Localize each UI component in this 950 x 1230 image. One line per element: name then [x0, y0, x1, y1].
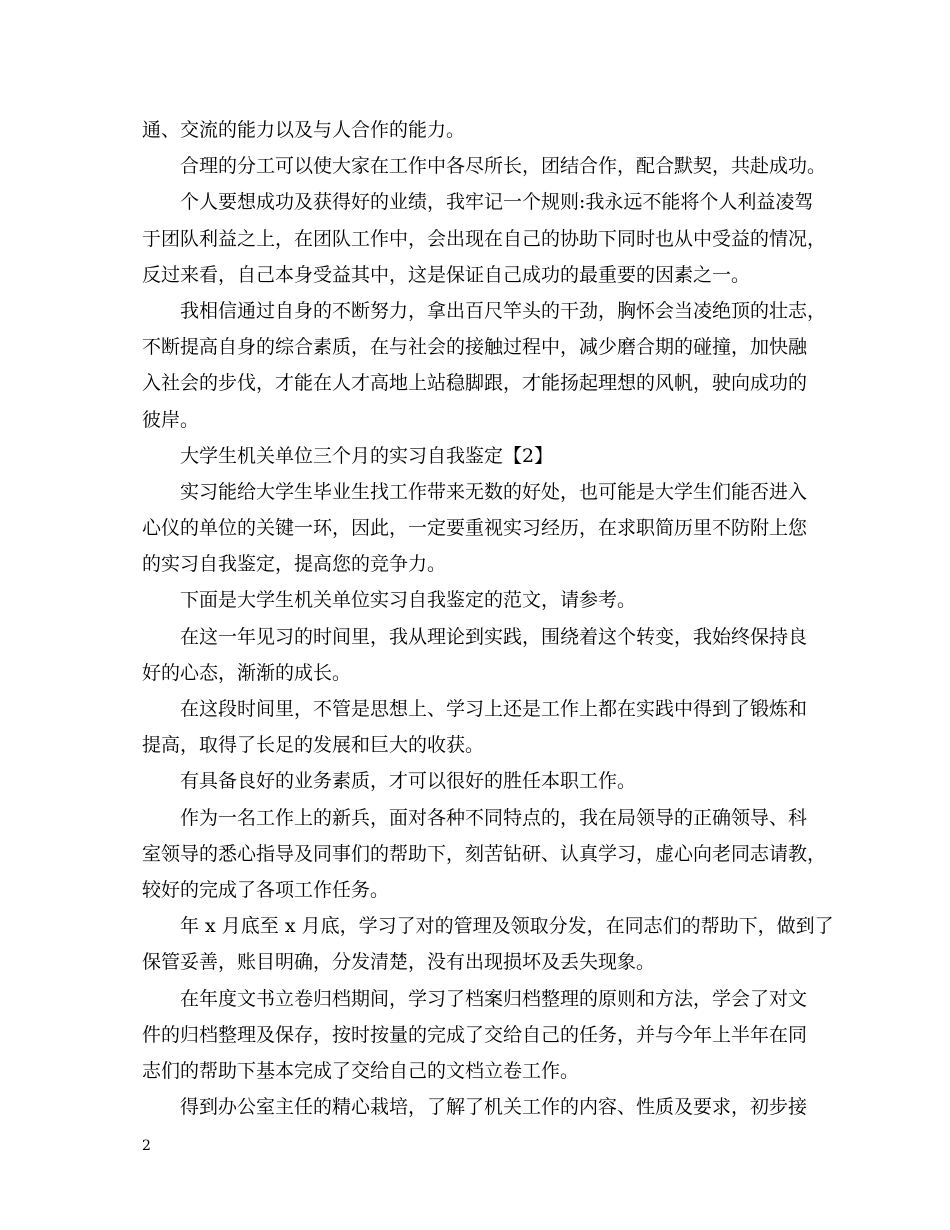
text-line: 室领导的悉心指导及同事们的帮助下，刻苦钻研、认真学习，虚心向老同志请教， [142, 842, 827, 865]
text-line: 反过来看，自己本身受益其中，这是保证自己成功的最重要的因素之一。 [142, 263, 751, 286]
text-line: 在年度文书立卷归档期间，学习了档案归档整理的原则和方法，学会了对文 [180, 987, 808, 1010]
text-line: 大学生机关单位三个月的实习自我鉴定【2】 [180, 444, 554, 467]
text-line: 在这段时间里，不管是思想上、学习上还是工作上都在实践中得到了锻炼和 [180, 698, 808, 720]
text-line: 件的归档整理及保存，按时按量的完成了交给自己的任务，并与今年上半年在同 [142, 1023, 808, 1046]
document-body [142, 112, 834, 1125]
text-line: 实习能给大学生毕业生找工作带来无数的好处，也可能是大学生们能否进入 [180, 480, 808, 503]
text-line: 提高，取得了长足的发展和巨大的收获。 [142, 734, 485, 757]
text-line: 好的心态，渐渐的成长。 [142, 661, 352, 684]
text-line: 有具备良好的业务素质，才可以很好的胜任本职工作。 [180, 770, 637, 793]
text-line: 志们的帮助下基本完成了交给自己的文档立卷工作。 [142, 1059, 580, 1082]
text-line: 下面是大学生机关单位实习自我鉴定的范文，请参考。 [180, 589, 637, 612]
text-line: 的实习自我鉴定，提高您的竞争力。 [142, 553, 447, 576]
text-line: 合理的分工可以使大家在工作中各尽所长，团结合作，配合默契，共赴成功。 [180, 155, 827, 178]
text-line: 入社会的步伐，才能在人才高地上站稳脚跟，才能扬起理想的风帆，驶向成功的 [142, 372, 808, 395]
text-line: 彼岸。 [142, 408, 200, 431]
text-line: 不断提高自身的综合素质，在与社会的接触过程中，减少磨合期的碰撞，加快融 [142, 336, 808, 359]
text-line: 在这一年见习的时间里，我从理论到实践，围绕着这个转变，我始终保持良 [180, 625, 808, 648]
text-line: 保管妥善，账目明确，分发清楚，没有出现损坏及丢失现象。 [142, 951, 656, 974]
text-line: 较好的完成了各项工作任务。 [142, 878, 390, 901]
text-line: 得到办公室主任的精心栽培，了解了机关工作的内容、性质及要求，初步接 [180, 1096, 808, 1119]
text-line: 我相信通过自身的不断努力，拿出百尺竿头的干劲，胸怀会当凌绝顶的壮志， [180, 299, 827, 322]
text-line: 作为一名工作上的新兵，面对各种不同特点的，我在局领导的正确领导、科 [180, 806, 808, 829]
page-number: 2 [142, 1138, 151, 1154]
text-line: 心仪的单位的关键一环，因此，一定要重视实习经历，在求职简历里不防附上您 [142, 517, 808, 540]
text-line: 个人要想成功及获得好的业绩，我牢记一个规则:我永远不能将个人利益凌驾 [180, 191, 814, 214]
text-line: 通、交流的能力以及与人合作的能力。 [142, 119, 466, 141]
text-line: 于团队利益之上，在团队工作中，会出现在自己的协助下同时也从中受益的情况， [142, 227, 827, 250]
text-line: 年 x 月底至 x 月底，学习了对的管理及领取分发，在同志们的帮助下，做到了 [180, 915, 834, 938]
